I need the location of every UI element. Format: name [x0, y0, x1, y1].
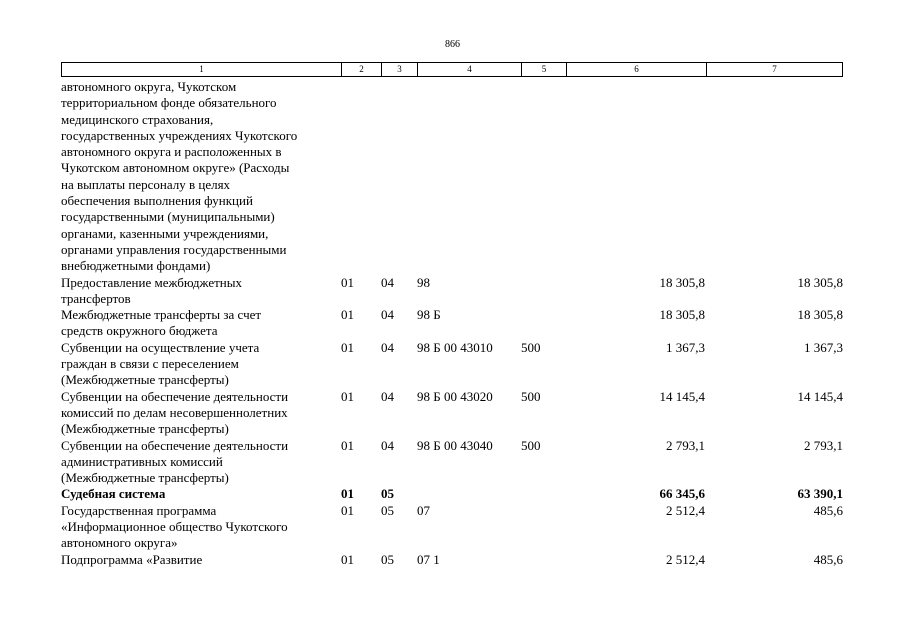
table-row: [61, 552, 843, 568]
row-expense-type: 500: [521, 339, 541, 355]
row-section: 01: [341, 274, 354, 290]
row-value-col7: 18 305,8: [797, 307, 843, 323]
row-name-line: «Информационное общество Чукотского: [61, 519, 288, 535]
row-name-line: средств окружного бюджета: [61, 323, 218, 339]
table-row: [61, 486, 843, 502]
row-name-line: Предоставление межбюджетных: [61, 274, 243, 290]
row-subsection: 05: [381, 551, 394, 567]
row-name-line: Чукотском автономном округе» (Расходы: [61, 160, 290, 176]
row-subsection: 04: [381, 274, 394, 290]
row-name: [61, 438, 341, 487]
row-name-line: территориальном фонде обязательного: [61, 95, 277, 111]
row-target-article: 98 Б 00 43040: [417, 437, 493, 453]
row-value-col7: 485,6: [813, 502, 843, 518]
row-name-line: Субвенции на обеспечение деятельности: [61, 437, 289, 453]
header-col-4: 4: [418, 63, 522, 76]
row-value-col6: 2 512,4: [666, 502, 705, 518]
row-name: [61, 486, 341, 502]
row-value-col7: 63 390,1: [797, 486, 843, 502]
row-name-line: на выплаты персоналу в целях: [61, 176, 231, 192]
table-header: [61, 62, 843, 77]
table-row: [61, 275, 843, 308]
row-name: [61, 552, 341, 568]
row-name-line: обеспечения выполнения функций: [61, 193, 253, 209]
row-subsection: 05: [381, 502, 394, 518]
row-subsection: 04: [381, 307, 394, 323]
header-col-1: 1: [62, 63, 342, 76]
table-row: [61, 307, 843, 340]
row-target-article: 98 Б: [417, 307, 441, 323]
row-name: [61, 389, 341, 438]
table-row: [61, 389, 843, 438]
row-name: [61, 503, 341, 552]
table-body: [61, 79, 843, 568]
table-row: [61, 503, 843, 552]
row-name-line: (Межбюджетные трансферты): [61, 470, 229, 486]
row-value-col6: 2 512,4: [666, 551, 705, 567]
row-name-line: Судебная система: [61, 486, 166, 502]
row-name-line: граждан в связи с переселением: [61, 356, 239, 372]
row-value-col6: 1 367,3: [666, 339, 705, 355]
row-subsection: 04: [381, 339, 394, 355]
row-name-line: государственными (муниципальными): [61, 209, 275, 225]
row-name-line: медицинского страхования,: [61, 111, 214, 127]
row-section: 01: [341, 437, 354, 453]
row-target-article: 98 Б 00 43020: [417, 388, 493, 404]
row-value-col7: 1 367,3: [804, 339, 843, 355]
row-target-article: 07: [417, 502, 430, 518]
row-value-col7: 485,6: [813, 551, 843, 567]
row-name-line: (Межбюджетные трансферты): [61, 372, 229, 388]
row-name-line: внебюджетными фондами): [61, 258, 211, 274]
row-name-line: Государственная программа: [61, 502, 217, 518]
header-col-5: 5: [522, 63, 567, 76]
row-value-col7: 2 793,1: [804, 437, 843, 453]
row-section: 01: [341, 388, 354, 404]
row-section: 01: [341, 502, 354, 518]
row-name-line: автономного округа и расположенных в: [61, 144, 282, 160]
row-name-line: комиссий по делам несовершеннолетних: [61, 404, 288, 420]
row-name-line: автономного округа, Чукотском: [61, 79, 237, 94]
row-target-article: 98 Б 00 43010: [417, 339, 493, 355]
row-name-line: Межбюджетные трансферты за счет: [61, 307, 262, 323]
row-name-line: (Межбюджетные трансферты): [61, 421, 229, 437]
row-value-col6: 18 305,8: [659, 307, 705, 323]
row-expense-type: 500: [521, 388, 541, 404]
row-name-line: органами управления государственными: [61, 241, 287, 257]
row-value-col6: 2 793,1: [666, 437, 705, 453]
row-name: [61, 307, 341, 340]
header-col-7: 7: [772, 64, 777, 74]
row-name: [61, 79, 341, 275]
row-name-line: органами, казенными учреждениями,: [61, 225, 269, 241]
row-section: 01: [341, 551, 354, 567]
row-name: [61, 275, 341, 308]
row-value-col6: 66 345,6: [659, 486, 705, 502]
row-value-col7: 18 305,8: [797, 274, 843, 290]
row-expense-type: 500: [521, 437, 541, 453]
row-name-line: административных комиссий: [61, 453, 223, 469]
header-col-3: 3: [382, 63, 418, 76]
header-col-6: 6: [567, 63, 707, 76]
row-subsection: 04: [381, 388, 394, 404]
row-section: 01: [341, 339, 354, 355]
row-target-article: 98: [417, 274, 430, 290]
row-name-line: Субвенции на осуществление учета: [61, 339, 260, 355]
row-target-article: 07 1: [417, 551, 440, 567]
row-name-line: государственных учреждениях Чукотского: [61, 127, 298, 143]
row-value-col6: 14 145,4: [659, 388, 705, 404]
row-subsection: 05: [381, 486, 394, 502]
row-name-line: трансфертов: [61, 290, 131, 306]
table-row: [61, 340, 843, 389]
row-name-line: Подпрограмма «Развитие: [61, 551, 203, 567]
header-col-2: 2: [342, 63, 382, 76]
row-value-col6: 18 305,8: [659, 274, 705, 290]
row-name: [61, 340, 341, 389]
row-section: 01: [341, 307, 354, 323]
row-subsection: 04: [381, 437, 394, 453]
row-section: 01: [341, 486, 354, 502]
table-row: [61, 438, 843, 487]
table-row: [61, 79, 843, 275]
page-number: 866: [445, 39, 460, 50]
row-name-line: Субвенции на обеспечение деятельности: [61, 388, 289, 404]
row-value-col7: 14 145,4: [797, 388, 843, 404]
row-name-line: автономного округа»: [61, 535, 178, 551]
